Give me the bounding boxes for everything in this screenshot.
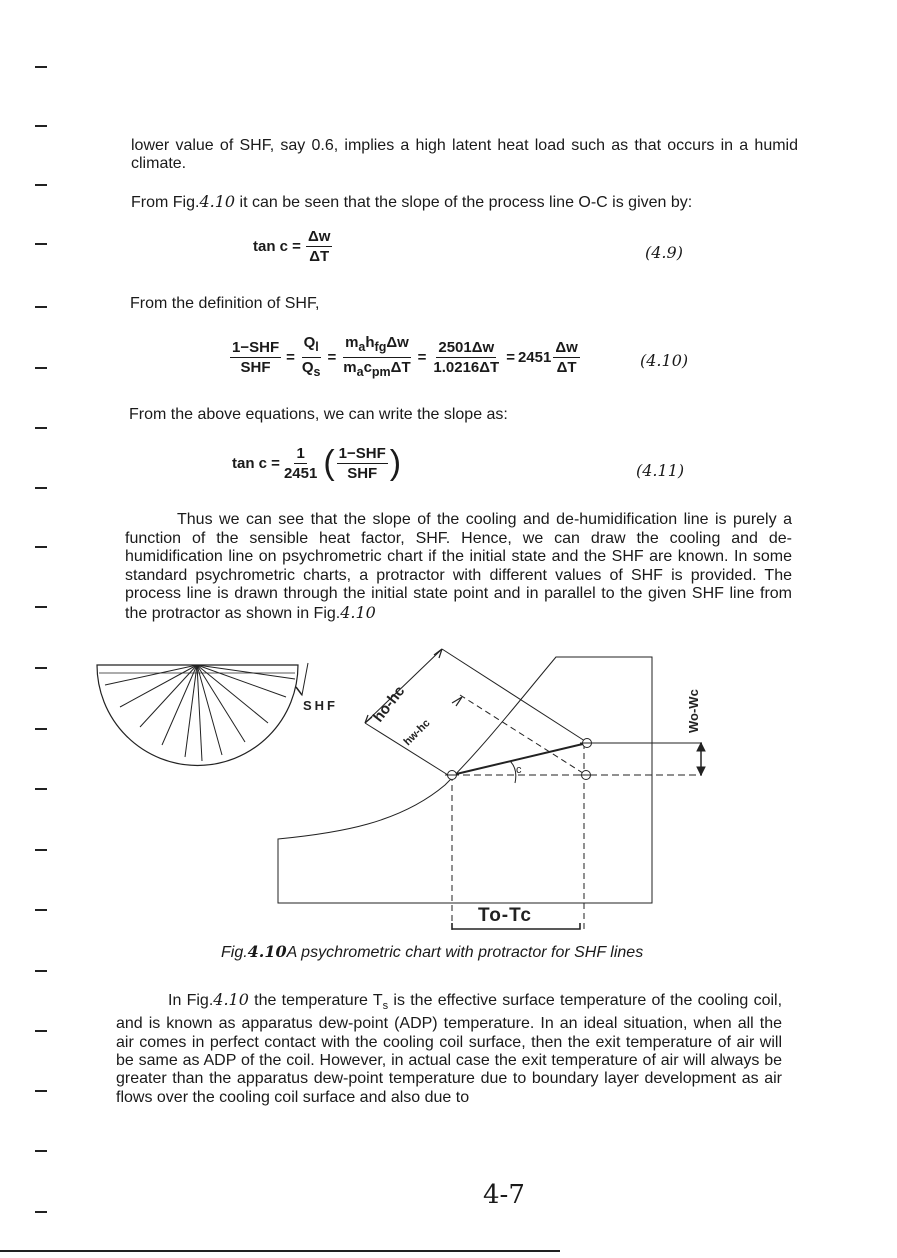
fraction — [230, 339, 281, 376]
margin-mark — [35, 306, 47, 308]
denominator: SHF — [240, 359, 271, 376]
saturation-curve — [278, 657, 652, 903]
fraction — [300, 334, 323, 381]
symbol: Q — [303, 334, 316, 351]
equation-number-4-10: (4.10) — [640, 351, 689, 370]
angle-arc — [510, 761, 516, 783]
shf-protractor — [97, 665, 298, 765]
enthalpy-line-hw — [365, 723, 448, 775]
figure-reference: 4.10 — [340, 602, 376, 622]
figure-caption — [221, 942, 643, 962]
text: it can be seen that the slope of the process line O-C is given by: — [235, 194, 693, 211]
figure-reference: 4.10 — [199, 192, 236, 211]
denominator: 1.0216ΔT — [433, 359, 500, 376]
text: In Fig. — [168, 992, 214, 1009]
left-paren: ( — [323, 444, 335, 482]
enthalpy-line-hc — [460, 695, 586, 775]
text: is the effective surface temperature of the cooling coil, and is known as apparatus dew-point (ADP) temperature. In an ideal situation, when all the air comes in perfect contact with the cooling coil surface, then the exit temperature of air will be same as ADP of the coil. However, in actual case the exit temperature of air will always be greater than the apparatus dew-point temperature due to boundary layer development as air flows over the cooling coil surface and also due to — [116, 992, 783, 1106]
enthalpy-line-ho — [442, 649, 588, 743]
psychrometric-figure — [90, 645, 720, 930]
denominator: ΔT — [556, 359, 577, 376]
margin-mark — [35, 1090, 47, 1092]
margin-mark — [35, 667, 47, 669]
denominator: 2451 — [283, 465, 318, 482]
paragraph-slope-intro — [131, 193, 798, 212]
fraction — [341, 334, 412, 381]
equation-lhs: tan c = — [253, 238, 301, 255]
symbol: c — [363, 359, 372, 376]
numerator: Δw — [555, 339, 578, 356]
numerator: Δw — [307, 228, 331, 245]
wo-wc-label: Wo-Wc — [686, 689, 701, 733]
paragraph-shf-latent: lower value of SHF, say 0.6, implies a high latent heat load such as that occurs in a humid climate. — [131, 137, 798, 172]
angle-label: c — [516, 764, 522, 776]
equation-4-9 — [250, 228, 334, 265]
page-number: 4-7 — [483, 1180, 525, 1210]
symbol: Q — [301, 359, 314, 376]
margin-mark — [35, 487, 47, 489]
equals-sign: = — [506, 349, 515, 366]
fraction — [306, 228, 332, 265]
numerator: 1−SHF — [232, 339, 280, 356]
to-tc-label: To-Tc — [478, 905, 532, 926]
shf-label: SHF — [303, 698, 338, 713]
numerator — [302, 334, 321, 358]
numerator: 1 — [296, 445, 305, 462]
equals-sign: = — [417, 349, 427, 366]
coefficient: 2451 — [517, 349, 552, 366]
right-paren: ) — [389, 444, 402, 482]
fraction — [282, 445, 319, 482]
fraction — [431, 339, 501, 376]
equation-4-11 — [229, 444, 401, 483]
numerator: 1−SHF — [338, 445, 386, 462]
figure-reference: 4.10 — [213, 990, 249, 1009]
paragraph-slope-result: From the above equations, we can write the slope as: — [129, 406, 508, 423]
text: From Fig. — [131, 194, 200, 211]
symbol: Δw — [386, 334, 409, 351]
denominator: SHF — [347, 465, 378, 482]
ho-hc-label: ho-hc — [369, 682, 409, 726]
margin-mark — [35, 367, 47, 369]
denominator — [341, 358, 412, 381]
equation-number-4-9: (4.9) — [645, 243, 683, 262]
denominator — [300, 358, 323, 381]
equation-number-4-11: (4.11) — [636, 461, 685, 480]
margin-mark — [35, 1211, 47, 1213]
margin-mark — [35, 546, 47, 548]
numerator — [343, 334, 411, 358]
margin-mark — [35, 909, 47, 911]
subscript: s — [313, 365, 321, 379]
caption-prefix: Fig. — [221, 944, 248, 961]
subscript: pm — [371, 365, 391, 379]
text: the temperature T — [248, 992, 383, 1009]
margin-mark — [35, 849, 47, 851]
subscript: a — [358, 340, 366, 354]
bottom-rule — [0, 1250, 560, 1252]
symbol: ΔT — [390, 359, 411, 376]
hw-hc-label: hw-hc — [401, 717, 433, 749]
margin-mark — [35, 606, 47, 608]
equals-sign: = — [286, 349, 295, 366]
symbol: m — [343, 359, 357, 376]
margin-mark — [35, 66, 47, 68]
margin-mark — [35, 788, 47, 790]
margin-mark — [35, 728, 47, 730]
figure-reference: 4.10 — [247, 942, 287, 961]
subscript: s — [382, 1000, 389, 1013]
paragraph-shf-definition: From the definition of SHF, — [130, 295, 320, 312]
equals-sign: = — [327, 349, 337, 366]
margin-mark — [35, 970, 47, 972]
margin-mark — [35, 1150, 47, 1152]
caption-text: A psychrometric chart with protractor for SHF lines — [286, 944, 644, 961]
margin-mark — [35, 427, 47, 429]
subscript: l — [315, 340, 319, 354]
denominator: ΔT — [309, 248, 330, 265]
subscript: a — [356, 365, 364, 379]
symbol: h — [365, 334, 375, 351]
fraction — [337, 445, 388, 482]
paragraph-protractor — [125, 511, 792, 623]
fraction — [553, 339, 579, 376]
paragraph-adp — [116, 991, 782, 1107]
margin-mark — [35, 184, 47, 186]
text: Thus we can see that the slope of the cooling and de-humidification line is purely a function of the sensible heat factor, SHF. Hence, we can draw the cooling and de-humidification line on psychrometric chart if the initial state and the SHF are known. In some standard psychrometric charts, a protractor with different values of SHF is provided. The process line is drawn through the initial state point and in parallel to the given SHF line from the protractor as shown in Fig. — [125, 511, 792, 622]
margin-mark — [35, 1030, 47, 1032]
equation-4-10 — [228, 334, 582, 381]
symbol: m — [345, 334, 359, 351]
margin-mark — [35, 243, 47, 245]
subscript: fg — [374, 340, 387, 354]
numerator: 2501Δw — [438, 339, 495, 356]
equation-lhs: tan c = — [232, 455, 280, 472]
margin-mark — [35, 125, 47, 127]
